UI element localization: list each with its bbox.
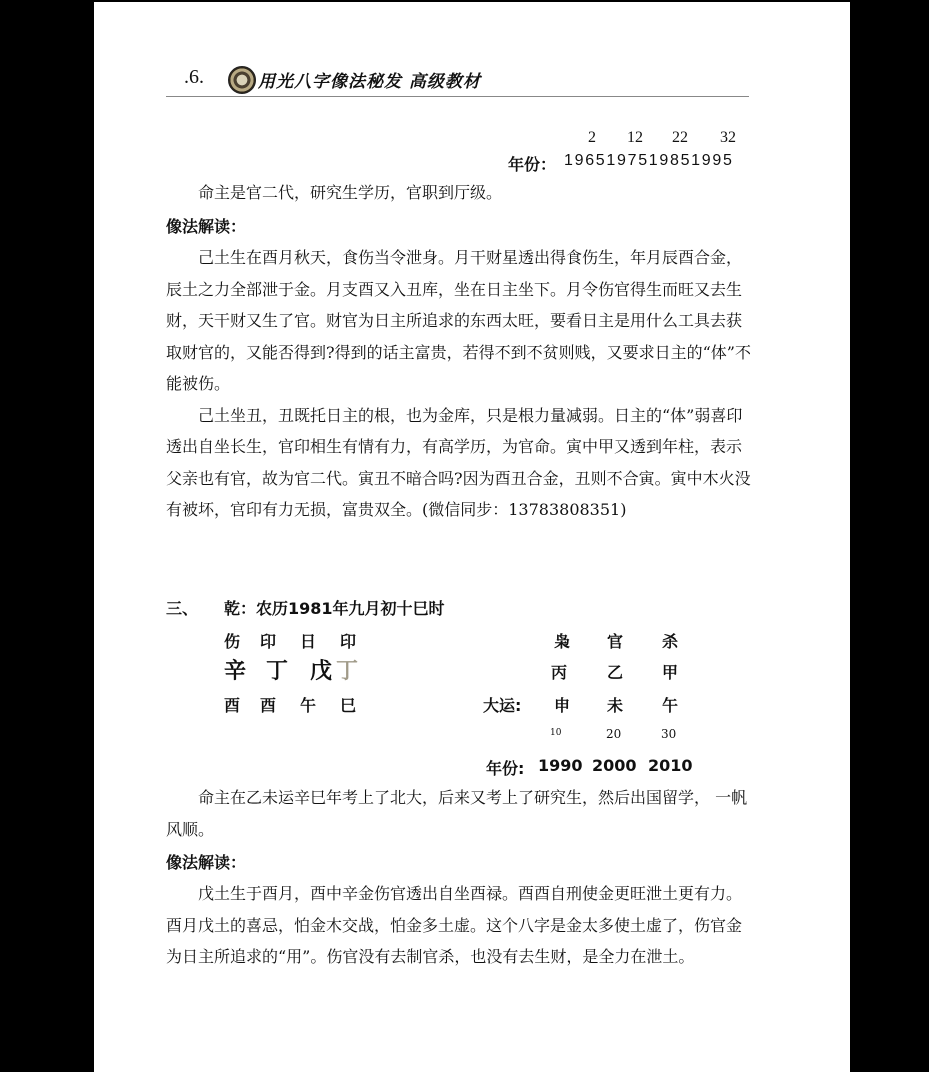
document-page (94, 2, 850, 1072)
luck-stem-1: 丙 (551, 663, 568, 682)
reading1-paragraph-2: 己土坐丑，丑既托日主的根，也为金库，只是根力量减弱。日主的“体”弱喜印透出自坐长生，官印相生有情有力，有高学历，为官命。寅中甲又透到年柱，表示父亲也有官，故为官二代。寅丑不暗合吗?因为酉丑合金，丑则不合寅。寅中木火没有被坏，官印有力无损，富贵双全。(微信同步：13783808351) (166, 405, 751, 519)
reading3-heading: 像法解读： (166, 853, 247, 872)
year-2000: 2000 (592, 756, 637, 775)
age-2: 2 (588, 129, 596, 146)
stem-year: 辛 (224, 659, 247, 684)
stem-day: 戊 (310, 659, 333, 684)
luck-god-1: 枭 (554, 632, 571, 651)
ten-god-hour: 印 (340, 632, 357, 651)
reading1-paragraph-1: 己土生在酉月秋天，食伤当令泄身。月干财星透出得食伤生，年月辰酉合金，辰土之力全部泄于金。月支酉又入丑库，坐在日主坐下。月令伤官得生而旺又去生财，天干财又生了官。财官为日主所追求的东西太旺，要看日主是用什么工具去获取财官的，又能否得到?得到的话主富贵，若得不到不贫则贱，又要求日主的“体”不能被伤。 (166, 248, 751, 393)
branch-hour: 巳 (340, 696, 357, 715)
case3-note: 命主在乙未运辛巳年考上了北大，后来又考上了研究生，然后出国留学， 一帆风顺。 (166, 788, 748, 839)
luck-branch-3: 午 (662, 696, 679, 715)
branch-year: 酉 (224, 696, 241, 715)
age-32: 32 (720, 129, 736, 146)
header-divider (166, 96, 749, 97)
luck-age-3: 30 (661, 727, 677, 741)
luck-age-2: 20 (606, 727, 622, 741)
age-22: 22 (672, 129, 688, 146)
ten-god-year: 伤 (224, 632, 241, 651)
luck-age-1: 10 (550, 728, 562, 738)
ten-god-day: 日 (300, 632, 317, 651)
luck-god-2: 官 (607, 632, 624, 651)
reading3-paragraph-1: 戊土生于酉月，酉中辛金伤官透出自坐酉禄。酉酉自刑使金更旺泄土更有力。酉月戊土的喜忌，怕金木交战，怕金多土虚。这个八字是金太多使土虚了，伤官金为日主所追求的“用”。伤官没有去制官杀，也没有去生财，是全力在泄土。 (166, 884, 743, 966)
age-12: 12 (627, 129, 643, 146)
year-1990: 1990 (538, 756, 583, 775)
luck-label: 大运: (483, 696, 522, 715)
stem-hour: 丁 (336, 659, 359, 684)
case-title: 乾：农历1981年九月初十巳时 (224, 599, 445, 618)
branch-day: 午 (300, 696, 317, 715)
luck-god-3: 杀 (662, 632, 679, 651)
reading1-text (166, 242, 756, 526)
reading1-heading: 像法解读： (166, 217, 247, 236)
stem-month: 丁 (266, 659, 289, 684)
luck-stem-3: 甲 (662, 663, 679, 682)
book-title: 用光八字像法秘发 高级教材 (258, 72, 481, 92)
book-logo-icon (228, 66, 256, 94)
luck-branch-2: 未 (607, 696, 624, 715)
case-number: 三、 (166, 599, 199, 618)
luck-branch-1: 申 (554, 696, 571, 715)
page-number: .6. (184, 66, 204, 88)
reading3-text (166, 878, 756, 973)
branch-month: 酉 (260, 696, 277, 715)
ten-god-month: 印 (260, 632, 277, 651)
year-2010: 2010 (648, 756, 693, 775)
luck-stem-2: 乙 (607, 663, 624, 682)
years-value: 1965197519851995 (564, 152, 734, 169)
chart1-note: 命主是官二代，研究生学历，官职到厅级。 (198, 183, 503, 202)
case3-years-label: 年份: (486, 759, 525, 778)
years-label: 年份： (508, 155, 557, 174)
